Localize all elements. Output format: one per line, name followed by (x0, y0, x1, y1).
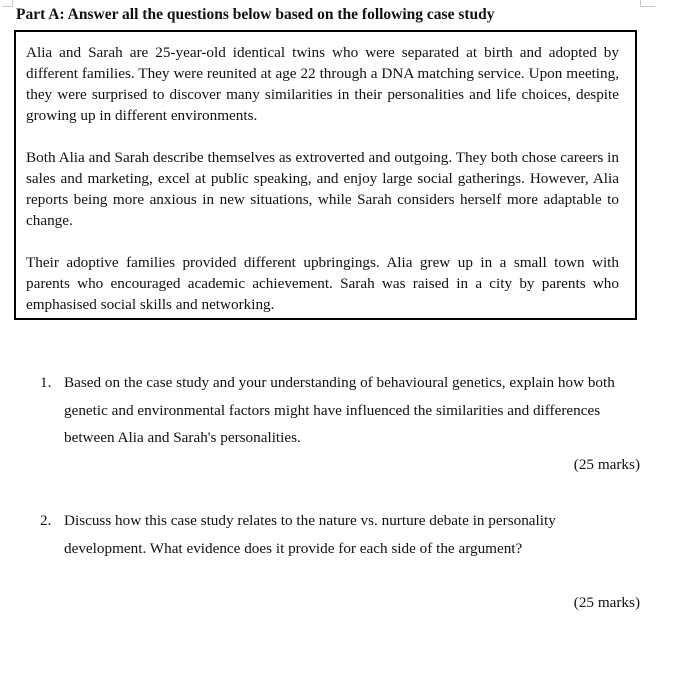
question-1-marks: (25 marks) (573, 456, 640, 473)
case-study-box (14, 30, 637, 320)
page-corner-mark-right (640, 0, 655, 7)
case-study-paragraph-2: Both Alia and Sarah describe themselves as extroverted and outgoing. They both chose careers in sales and marketing, excel at public speaking, and enjoy large social gatherings. However, Alia reports being more anxious in new situations, while Sarah considers herself more adaptable to change. (26, 149, 619, 229)
question-1-text: Based on the case study and your understanding of behavioural genetics, explain how both genetic and environmental factors might have influenced the similarities and differences between Alia and Sarah's personalities. (64, 374, 615, 446)
page-corner-mark-left (2, 0, 13, 7)
question-2-marks: (25 marks) (573, 594, 640, 611)
question-1 (40, 369, 620, 452)
case-study-paragraph-1: Alia and Sarah are 25-year-old identical twins who were separated at birth and adopted by different families. They were reunited at age 22 through a DNA matching service. Upon meeting, they were surprised to discover many similarities in their personalities and life choices, despite growing up in different environments. (26, 44, 619, 124)
question-2-number: 2. (40, 512, 52, 529)
question-2-text: Discuss how this case study relates to the nature vs. nurture debate in personality development. What evidence does it provide for each side of the argument? (64, 512, 556, 557)
section-heading: Part A: Answer all the questions below based on the following case study (16, 6, 495, 23)
question-1-number: 1. (40, 374, 52, 391)
question-2 (40, 507, 620, 562)
case-study-paragraph-3: Their adoptive families provided different upbringings. Alia grew up in a small town with parents who encouraged academic achievement. Sarah was raised in a city by parents who emphasised social skills and networking. (26, 254, 619, 313)
